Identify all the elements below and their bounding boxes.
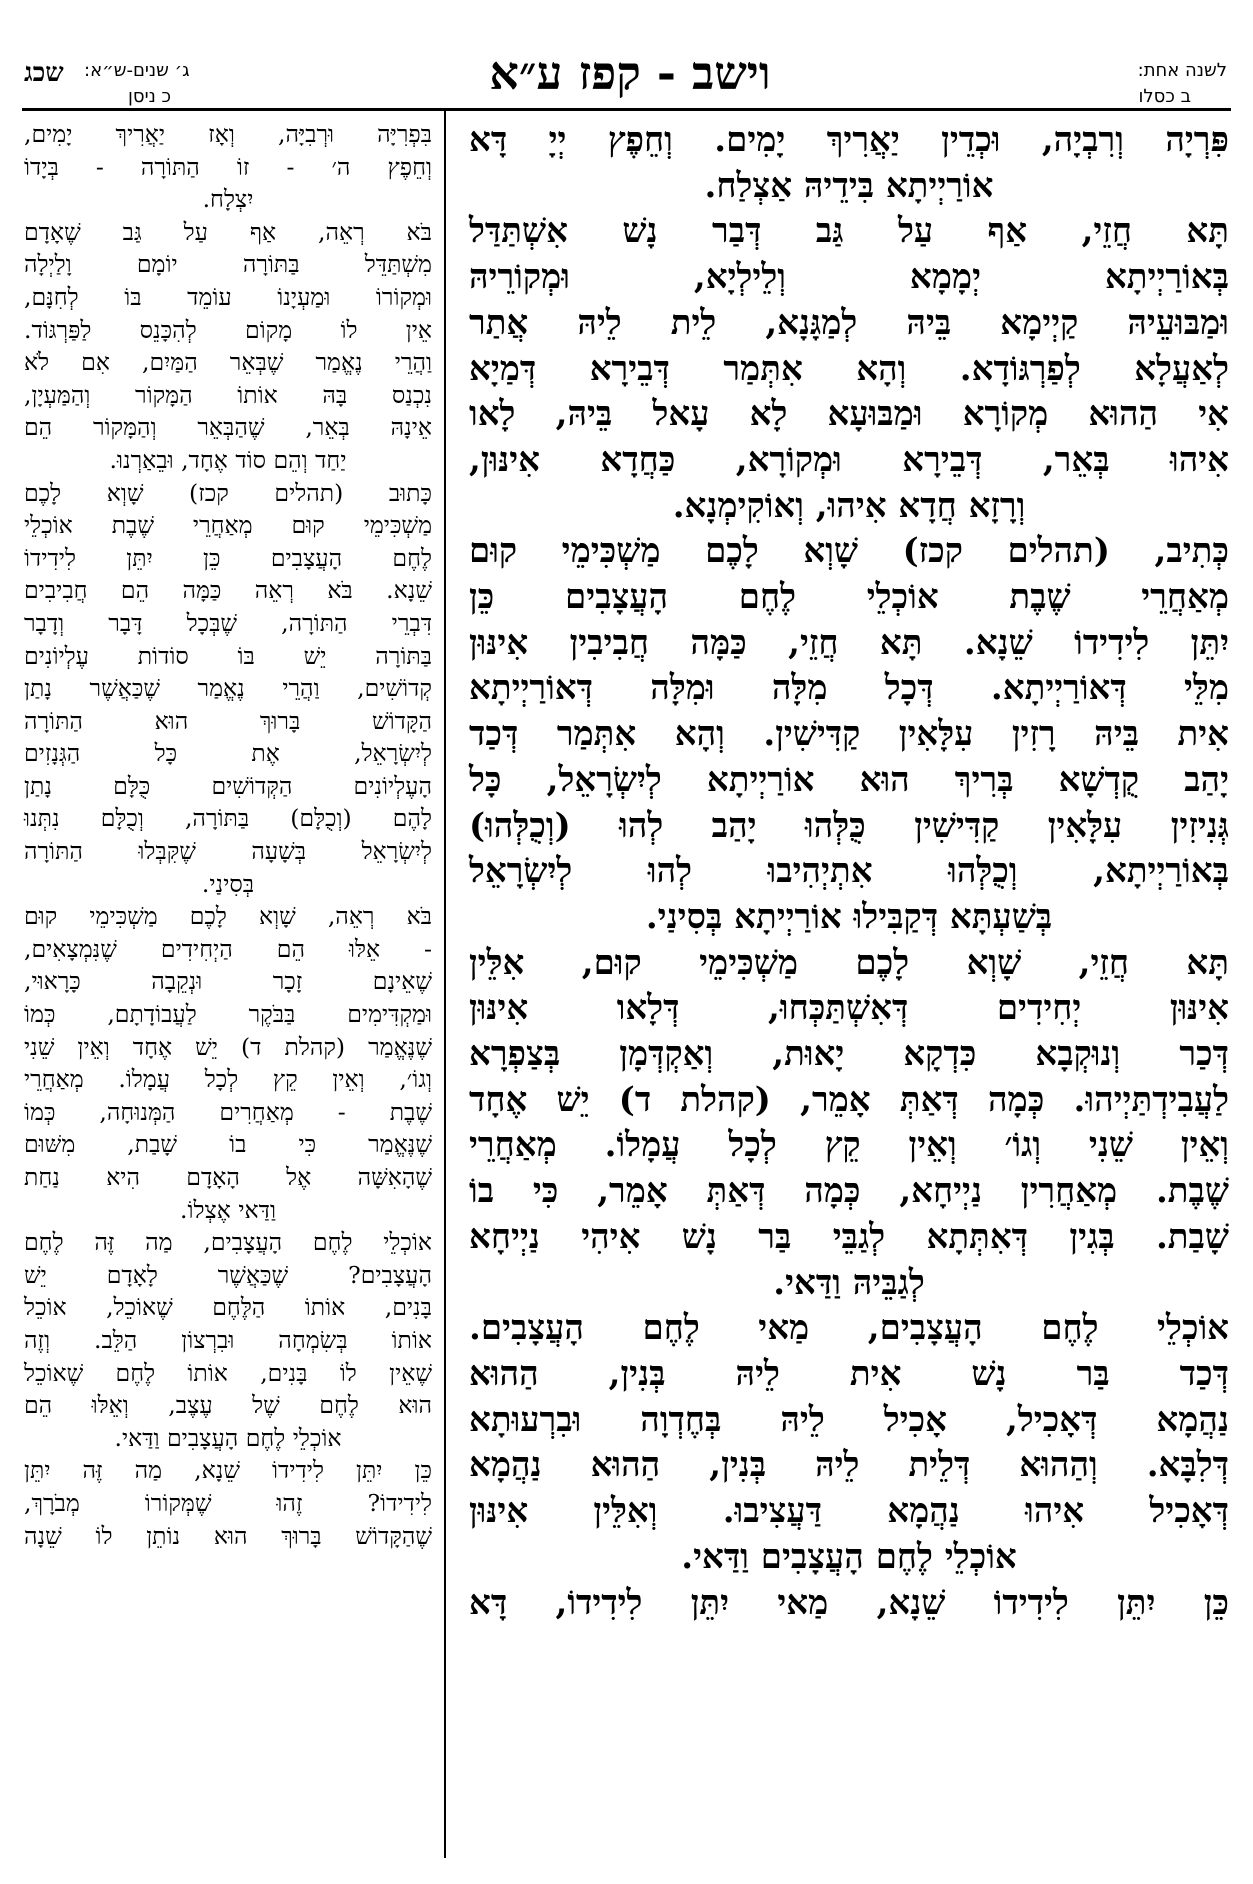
text-line: לְיִשְׂרָאֵל, אֶת כָּל הַגְּנָזִים	[24, 739, 432, 768]
text-line: לְיִשְׂרָאֵל בְּשָׁעָה שֶׁקִּבְּלוּ הַתּוֹרָה	[24, 837, 432, 866]
text-line: הָעֶלְיוֹנִים הַקְּדוֹשִׁים כֻּלָּם נָתַן	[24, 771, 432, 800]
text-line: בְּשַׁעְתָּא דְּקַבִּילוּ אוֹרַיְיתָא בְּסִינַי.	[645, 896, 1053, 937]
reading-date-three-years: כ ניסן	[128, 86, 172, 107]
text-line: יָהַב קֻדְשָׁא בְּרִיךְ הוּא אוֹרַיְיתָא לְיִשְׂרָאֵל, כָּל	[469, 759, 1229, 800]
page-title: וישב - קפז ע״א	[489, 46, 771, 100]
text-line: לִידִידוֹ? זֶהוּ שֶׁמְּקוֹרוֹ מְבֹרָךְ,	[24, 1488, 432, 1517]
text-line: נִכְנַס בָּהּ אוֹתוֹ הַמָּקוֹר וְהַמַּעְיָן,	[24, 380, 432, 409]
text-line: לַעֲבִידְתַּיְיהוּ. כְּמָה דְּאַתְּ אָמֵר, (קהלת ד) יֵשׁ אֶחָד	[469, 1079, 1229, 1120]
text-line: אֵינָהּ בְּאֵר, שֶׁהַבְּאֵר וְהַמָּקוֹר הֵם	[24, 413, 432, 442]
text-line: מַשְׁכִּימֵי קוּם מְאַחֲרֵי שֶׁבֶת אוֹכְלֵי	[24, 511, 432, 540]
text-line: לְאַעֲלָא לְפַרְגּוֹדָא. וְהָא אִתְּמַר דְּבֵירָא דְּמַיָא	[469, 348, 1229, 389]
text-line: קְדוֹשִׁים, וַהֲרֵי נֶאֱמַר שֶׁכַּאֲשֶׁר נָתַן	[24, 674, 432, 703]
text-line: גְּנִיזִין עִלָּאִין קַדִּישִׁין כֻּלְּהוּ יָהַב לְהוּ (וְכֻלְּהוּ)	[469, 805, 1229, 846]
text-line: שֶׁבֶת. מְאַחֲרִין נַיְיחָא, כְּמָה דְּאַתְּ אָמֵר, כִּי בוֹ	[469, 1171, 1229, 1212]
text-line: שֶׁהַקָּדוֹשׁ בָּרוּךְ הוּא נוֹתֵן לוֹ שֵׁנָה	[24, 1521, 432, 1550]
text-line: בֹּא רְאֵה, שָׁוְא לָכֶם מַשְׁכִּימֵי קוּם	[24, 902, 432, 931]
text-line: שָׁבַת. בְּגִין דְּאִתְּתָא לְגַבֵּי בַּר נָשׁ אִיהִי נַיְיחָא	[469, 1216, 1229, 1257]
text-line: וּמַקְדִּימִים בַּבֹּקֶר לַעֲבוֹדָתָם, כְּמוֹ	[24, 1000, 432, 1029]
text-line: בִּפְרִיָּה וּרְבִיָּה, וְאָז יַאֲרִיךְ יָמִים,	[24, 120, 432, 148]
text-line: יַחַד וְהֵם סוֹד אֶחָד, וּבֵאַרְנוּ.	[109, 445, 347, 474]
text-line: אוֹכְלֵי לֶחֶם הָעֲצָבִים, מַה זֶּה לֶחֶם	[24, 1228, 432, 1257]
text-line: - אֵלּוּ הֵם הַיְחִידִים שֶׁנִּמְצָאִים,	[24, 934, 432, 963]
text-line: בְּסִינַי.	[201, 869, 255, 898]
text-line: אוֹרַיְיתָא בִּידֵיהּ אַצְלַח.	[704, 165, 994, 206]
header-divider	[22, 108, 1231, 111]
reading-date-one-year: ב כסלו	[1138, 86, 1191, 107]
column-divider	[444, 110, 446, 1858]
hebrew-translation-column	[24, 118, 432, 1552]
text-line: וַדַּאי אֶצְלוֹ.	[180, 1195, 276, 1224]
text-line: מִשְׁתַּדֵּל בַּתּוֹרָה יוֹמָם וָלַיְלָה	[24, 250, 432, 279]
text-line: אִיהוּ בְּאֵר, דְּבֵירָא וּמְקוֹרָא, כַּחֲדָא אִינּוּן,	[469, 439, 1229, 480]
text-line: אוֹכְלֵי לֶחֶם הָעֲצָבִים, מַאי לֶחֶם הָעֲצָבִים.	[469, 1308, 1229, 1349]
text-line: וּמַבּוּעֵיהּ קַיְימָא בֵּיהּ לְמַגָּנָא, לֵית לֵיהּ אֲתַר	[469, 302, 1229, 343]
text-line: לֶחֶם הָעֲצָבִים כֵּן יִתֵּן לִידִידוֹ	[24, 543, 432, 572]
text-line: דְּלִבָּא. וְהַהוּא דְּלֵית לֵיהּ בְּנִין, הַהוּא נַהֲמָא	[469, 1445, 1229, 1486]
text-line: מִלֵּי דְּאוֹרַיְיתָא. דְּכָל מִלָּה וּמִלָּה דְּאוֹרַיְיתָא	[469, 668, 1229, 709]
text-line: כֵּן יִתֵּן לִידִידוֹ שֵׁנָא, מַה זֶּה יִתֵּן	[24, 1456, 432, 1485]
text-line: אוֹכְלֵי לֶחֶם הָעֲצָבִים וַדַּאי.	[681, 1536, 1017, 1577]
text-line: מְאַחֲרֵי שֶׁבֶת אוֹכְלֵי לֶחֶם הָעֲצָבִים כֵּן	[469, 577, 1229, 618]
text-line: שֶׁאֵינָם זָכָר וּנְקֵבָה כָּרָאוּי,	[24, 967, 432, 996]
text-line: אִית בֵּיהּ רָזִין עִלָּאִין קַדִּישִׁין. וְהָא אִתְּמַר דְּכַד	[469, 714, 1229, 755]
text-line: בָּנִים, אוֹתוֹ הַלֶּחֶם שֶׁאוֹכֵל, אוֹכֵל	[24, 1293, 432, 1322]
text-line: אִי הַהוּא מְקוֹרָא וּמַבּוּעָא לָא עָאל בֵּיהּ, לָאו	[469, 394, 1229, 435]
text-line: דְּאָכִיל אִיהוּ נַהֲמָא דַּעֲצִיבוּ. וְאִלֵּין אִינּוּן	[469, 1491, 1229, 1532]
text-line: כָּתוּב (תהלים קכז) שָׁוְא לָכֶם	[24, 478, 432, 507]
text-line: כֵּן יִתֵּן לִידִידוֹ שֵׁנָא, מַאי יִתֵּן לִידִידוֹ, דָּא	[469, 1582, 1229, 1623]
text-line: שֶׁנֶּאֱמַר כִּי בוֹ שָׁבַת, מִשּׁוּם	[24, 1130, 432, 1159]
text-line: וְחֵפֶץ ה׳ - זוֹ הַתּוֹרָה - בְּיָדוֹ	[24, 152, 432, 181]
text-line: לָהֶם (וְכֻלָּם) בַּתּוֹרָה, וְכֻלָּם נִתְּנוּ	[24, 804, 432, 833]
text-line: אוֹכְלֵי לֶחֶם הָעֲצָבִים וַדַּאי.	[114, 1423, 342, 1452]
text-line: דְּכַר וְנוּקְבָא כִּדְקָא יָאוּת, וְאַקְדְּמָן בְּצַפְרָא	[469, 1034, 1229, 1075]
text-line: שֶׁהָאִשָּׁה אֶל הָאָדָם הִיא נַחַת	[24, 1163, 432, 1191]
text-line: וּמְקוֹרוֹ וּמַעְיָנוֹ עוֹמֵד בּוֹ לְחִנָּם,	[24, 282, 432, 311]
aramaic-text-column	[469, 118, 1229, 1626]
text-line: הָעֲצָבִים? שֶׁכַּאֲשֶׁר לָאָדָם יֵשׁ	[24, 1260, 432, 1289]
text-line: פִּרְיָה וְרִבְיָה, וּכְדֵין יַאֲרִיךְ יָמִים. וְחֵפֶץ יְיָ דָּא	[469, 120, 1229, 160]
text-line: נַהֲמָא דְּאָכִיל, אָכִיל לֵיהּ בְּחֶדְוָה וּבִרְעוּתָא	[469, 1399, 1229, 1440]
text-line: תָּא חֲזֵי, שָׁוְא לָכֶם מַשְׁכִּימֵי קוּם, אִלֵּין	[469, 942, 1229, 983]
text-line: וְאֵין שֵׁנִי וְגוֹ׳ וְאֵין קֵץ לְכָל עֲמָלוֹ. מְאַחֲרֵי	[469, 1125, 1229, 1166]
text-line: וַהֲרֵי נֶאֱמַר שֶׁבְּאֵר הַמַּיִם, אִם לֹא	[24, 348, 432, 377]
text-line: יִצְלָח.	[202, 185, 254, 214]
text-line: שֶׁנֶּאֱמַר (קהלת ד) יֵשׁ אֶחָד וְאֵין שֵׁנִי	[24, 1032, 432, 1061]
text-line: שֵׁנָא. בֹּא רְאֵה כַּמָּה הֵם חֲבִיבִים	[24, 576, 432, 605]
reading-schedule-three-years: ג׳ שנים-ש״א:	[84, 60, 190, 81]
text-line: הַקָּדוֹשׁ בָּרוּךְ הוּא הַתּוֹרָה	[24, 706, 432, 735]
text-line: דְּכַד בַּר נָשׁ אִית לֵיהּ בְּנִין, הַהוּא	[469, 1353, 1229, 1394]
text-line: דִּבְרֵי הַתּוֹרָה, שֶׁבְּכָל דָּבָר וְדָבָר	[24, 608, 432, 637]
text-line: אוֹתוֹ בְּשִׂמְחָה וּבִרְצוֹן הַלֵּב. וְזֶה	[24, 1325, 432, 1354]
text-line: וְרָזָא חֲדָא אִיהוּ, וְאוֹקִימְנָא.	[672, 485, 1026, 526]
text-line: בַּתּוֹרָה יֵשׁ בּוֹ סוֹדוֹת עֶלְיוֹנִים	[24, 641, 432, 670]
text-line: אִינּוּן יְחִידִים דְּאִשְׁתַּכְּחוּ, דְּלָאו אִינּוּן	[469, 988, 1229, 1029]
page-number: שכג	[24, 58, 64, 88]
text-line: בֹּא רְאֵה, אַף עַל גַּב שֶׁאָדָם	[24, 217, 432, 246]
text-line: אֵין לוֹ מָקוֹם לְהִכָּנֵס לַפַּרְגּוֹד.	[24, 315, 432, 344]
reading-schedule-one-year: לשנה אחת:	[1137, 60, 1227, 81]
text-line: לְגַבֵּיהּ וַדַּאי.	[773, 1262, 925, 1303]
text-line: בְּאוֹרַיְיתָא, וְכֻלְּהוּ אִתְיְהִיבוּ לְהוּ לְיִשְׂרָאֵל	[469, 851, 1229, 892]
text-line: שֶׁבֶת - מְאַחֲרִים הַמְּנוּחָה, כְּמוֹ	[24, 1097, 432, 1126]
text-line: כְּתִיב, (תהלים קכז) שָׁוְא לָכֶם מַשְׁכִּימֵי קוּם	[469, 531, 1229, 572]
text-line: בְּאוֹרַיְיתָא יְמָמָא וְלֵילְיָא, וּמְקוֹרֵיהּ	[469, 257, 1229, 298]
text-line: וְגוֹ׳, וְאֵין קֵץ לְכָל עֲמָלוֹ. מְאַחֲרֵי	[24, 1065, 432, 1094]
text-line: תָּא חֲזֵי, אַף עַל גַּב דְּבַר נָשׁ אִשְׁתַּדַּל	[469, 211, 1229, 252]
text-line: שֶׁאֵין לוֹ בָּנִים, אוֹתוֹ לֶחֶם שֶׁאוֹכֵל	[24, 1358, 432, 1387]
text-line: הוּא לֶחֶם שֶׁל עֶצֶב, וְאֵלּוּ הֵם	[24, 1391, 432, 1420]
text-line: יִתֵּן לִידִידוֹ שֵׁנָא. תָּא חֲזֵי, כַּמָּה חֲבִיבִין אִינּוּן	[469, 622, 1229, 663]
